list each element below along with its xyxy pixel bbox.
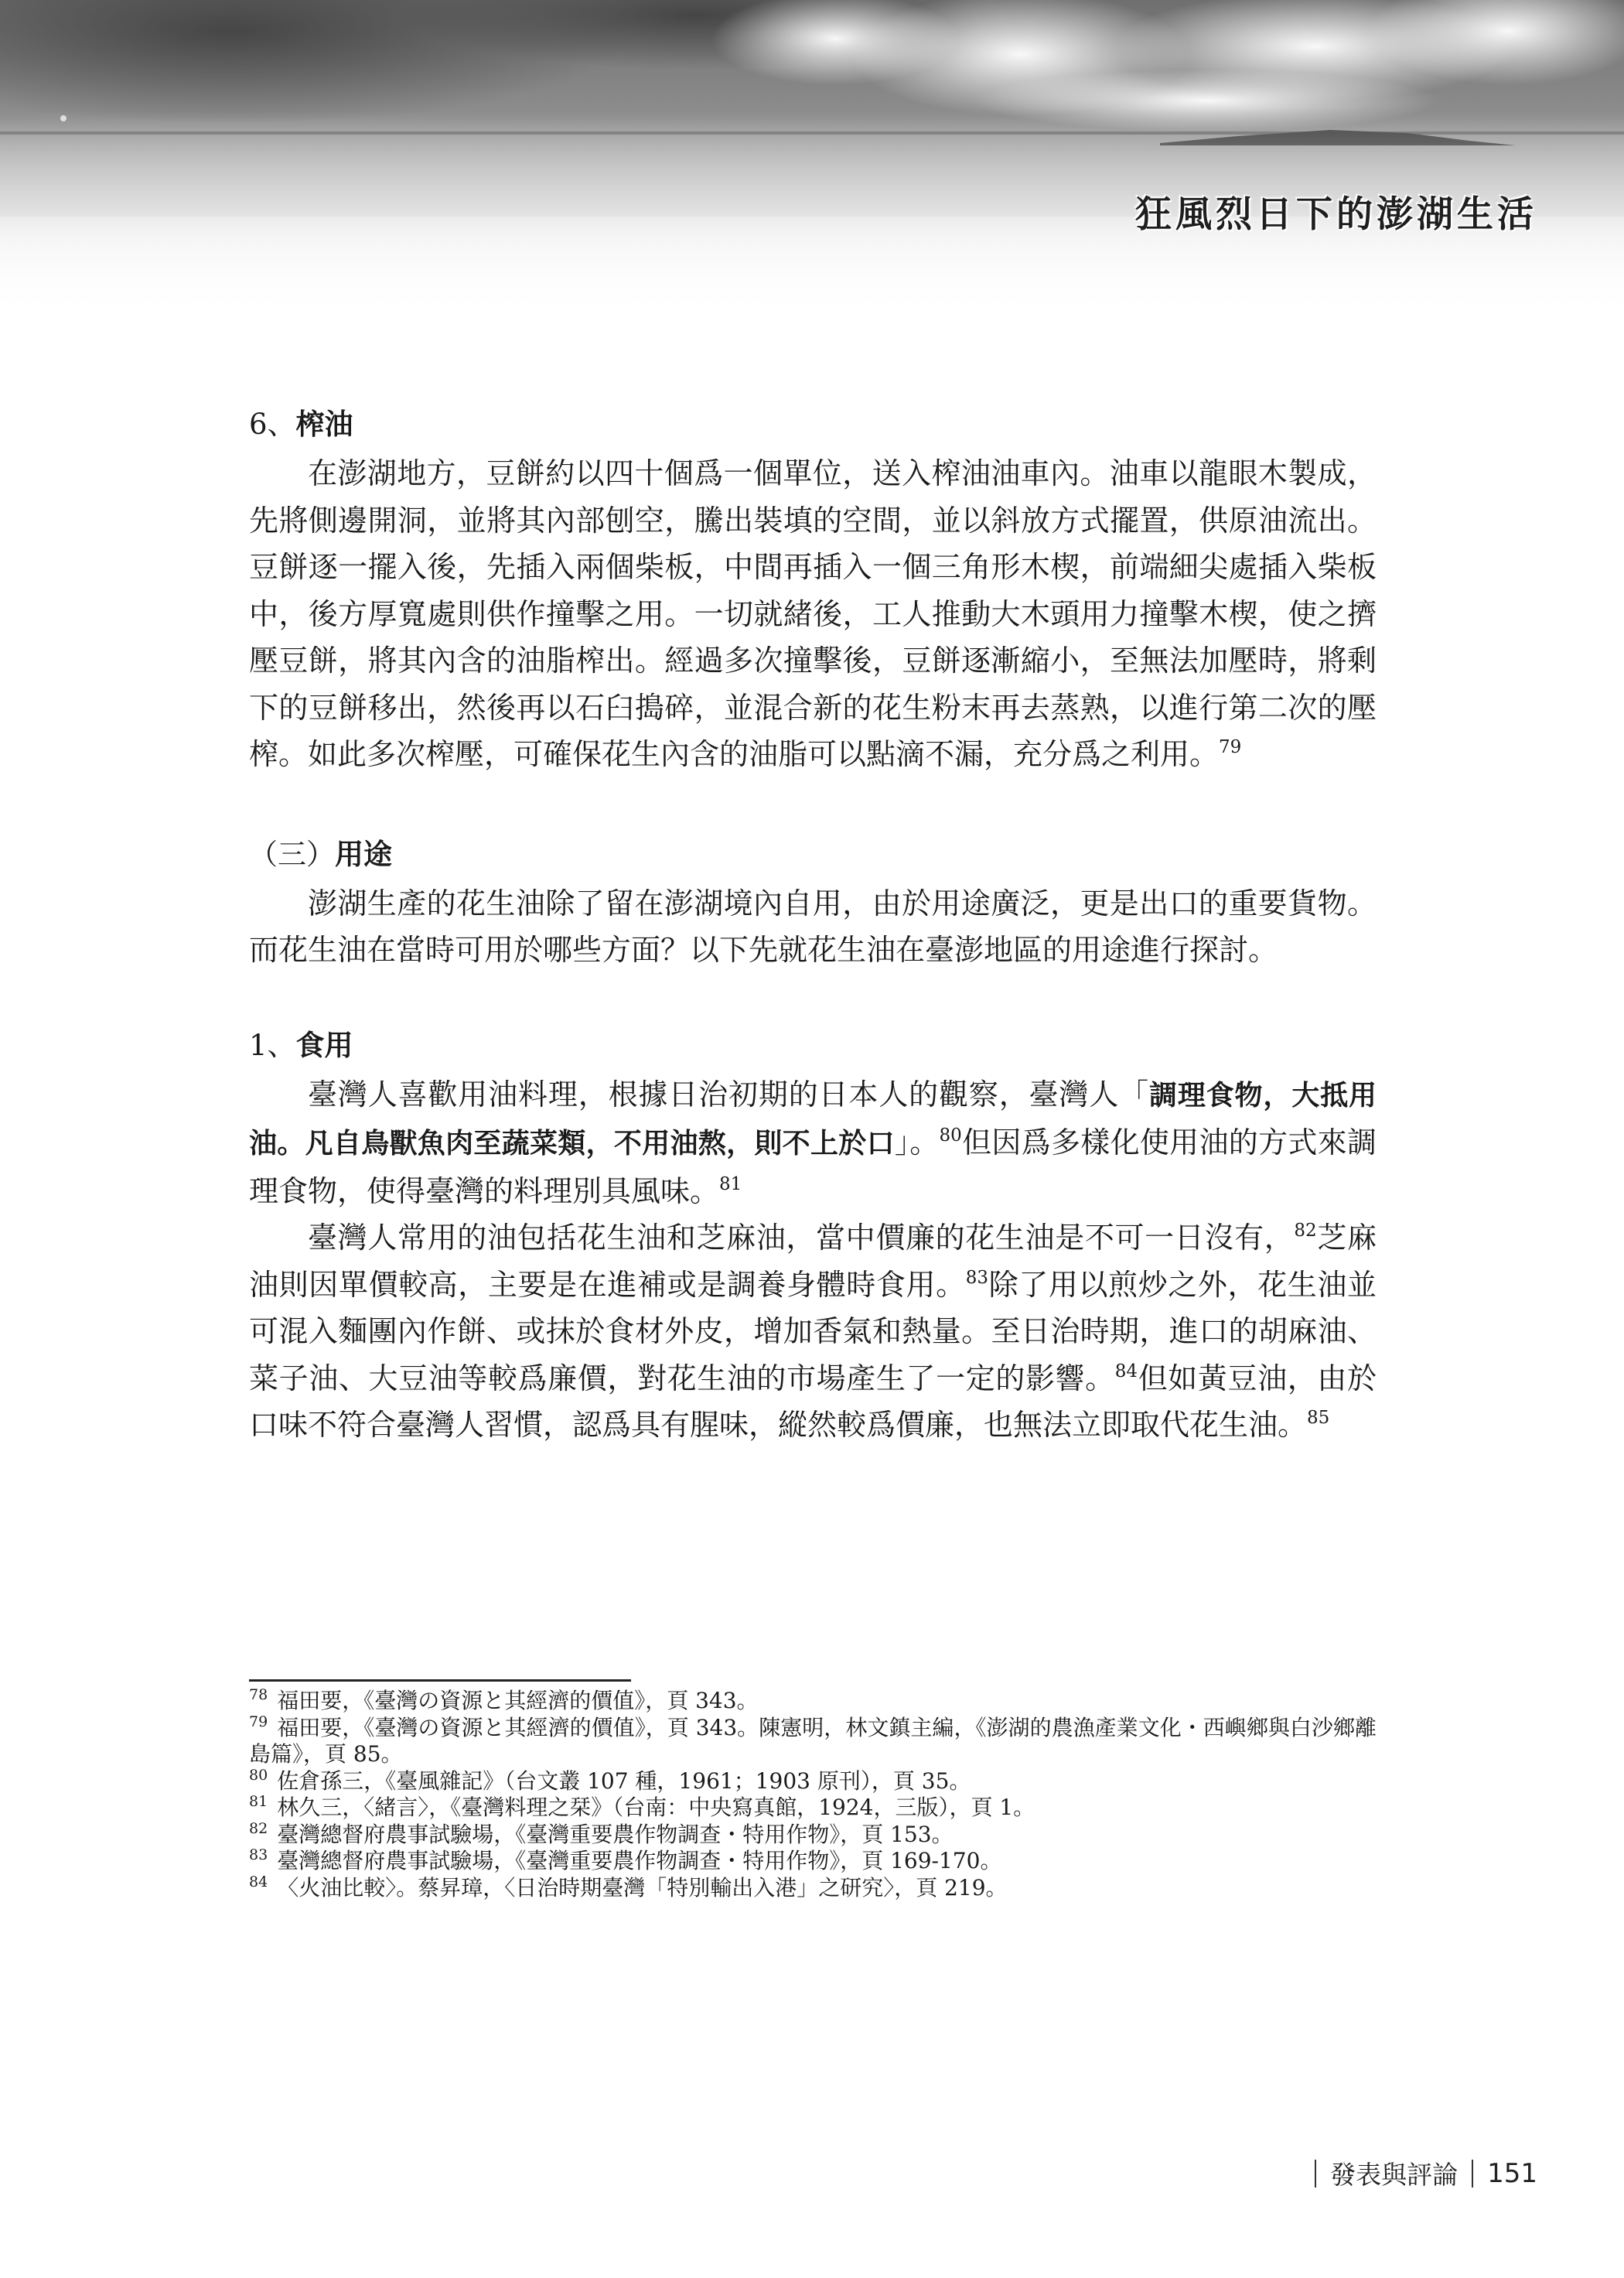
- footnote-item: $^{78}$ 福田要，《臺灣の資源と其經濟的價值》，頁 343。: [249, 1686, 759, 1713]
- footnote-divider: [249, 1679, 631, 1682]
- footnote-ref-84[interactable]: 84: [1114, 1361, 1138, 1381]
- paragraph-food-2: 臺灣人常用的油包括花生油和芝麻油，當中價廉的花生油是不可一日沒有，$^{82}$芝麻油則因單價較高，主要是在進補或是調養身體時食用。$^{83}$除了用以煎炒之外，花生油並可混入麵團內作餅、或抹於食材外皮，增加香氣和熱量。至日治時期，進口的胡麻油、菜子油、大豆油等較爲廉價，對花生油的市場產生了一定的影響。$^{84}$但如黃豆油，由於口味不符合臺灣人習慣，認爲具有腥味，縱然較爲價廉，也無法立即取代花生油。$^{85}$: [249, 1221, 1377, 1442]
- header-banner: [0, 0, 1624, 317]
- running-header-title: 狂風烈日下的澎湖生活: [1135, 193, 1537, 236]
- footnote-item: $^{82}$ 臺灣總督府農事試驗場，《臺灣重要農作物調查・特用作物》，頁 153。: [249, 1819, 954, 1847]
- footnote-item: $^{83}$ 臺灣總督府農事試驗場，《臺灣重要農作物調查・特用作物》，頁 169-170。: [249, 1846, 1002, 1873]
- footnote-item: $^{80}$ 佐倉孫三，《臺風雜記》（台文叢 107 種，1961；1903 原刊），頁 35。: [249, 1766, 971, 1794]
- coastal-photo-image: [0, 0, 1624, 317]
- footnote-ref-82[interactable]: 82: [1294, 1221, 1317, 1241]
- footer-divider: [1315, 2160, 1316, 2187]
- footnote-item: $^{84}$ 〈火油比較〉。蔡昇璋，〈日治時期臺灣「特別輸出入港」之研究〉，頁 219。: [249, 1873, 1008, 1901]
- main-content: [249, 401, 1377, 1449]
- footnotes: [249, 1688, 1377, 1901]
- page-footer: [1301, 2155, 1537, 2191]
- paragraph-oil-pressing: 在澎湖地方，豆餅約以四十個爲一個單位，送入榨油油車內。油車以龍眼木製成，先將側邊開洞，並將其內部刨空，騰出裝填的空間，並以斜放方式擺置，供原油流出。豆餅逐一擺入後，先插入兩個柴板，中間再插入一個三角形木楔，前端細尖處插入柴板中，後方厚寬處則供作撞擊之用。一切就緒後，工人推動大木頭用力撞擊木楔，使之擠壓豆餅，將其內含的油脂榨出。經過多次撞擊後，豆餅逐漸縮小，至無法加壓時，將剩下的豆餅移出，然後再以石臼搗碎，並混合新的花生粉末再去蒸熟，以進行第二次的壓榨。如此多次榨壓，可確保花生內含的油脂可以點滴不漏，充分爲之利用。$^{79}$: [249, 456, 1377, 771]
- footer-section-label: 發表與評論: [1330, 2160, 1459, 2190]
- page-number: 151: [1487, 2157, 1537, 2189]
- paragraph-uses: 澎湖生產的花生油除了留在澎湖境內自用，由於用途廣泛，更是出口的重要貨物。而花生油在當時可用於哪些方面？以下先就花生油在臺澎地區的用途進行探討。: [249, 886, 1377, 967]
- quoted-observation: 調理食物，大抵用油。凡自鳥獸魚肉至蔬菜類，不用油熬，則不上於口: [249, 1079, 1377, 1159]
- footnote-item: $^{79}$ 福田要，《臺灣の資源と其經濟的價值》，頁 343。陳憲明，林文鎮主編，《澎湖的農漁產業文化・西嶼鄉與白沙鄉離島篇》，頁 85。: [249, 1713, 1377, 1767]
- section-heading-uses: （三）用途: [249, 836, 392, 871]
- section-heading-oil-pressing: 6、榨油: [249, 407, 353, 441]
- footer-divider: [1472, 2160, 1473, 2187]
- footnote-ref-81[interactable]: 81: [719, 1173, 742, 1194]
- footnote-ref-83[interactable]: 83: [965, 1267, 988, 1288]
- section-heading-food-use: 1、食用: [249, 1027, 353, 1062]
- footnote-ref-85[interactable]: 85: [1307, 1408, 1330, 1428]
- footnote-item: $^{81}$ 林久三，〈緒言〉，《臺灣料理之栞》（台南：中央寫真館，1924，三版），頁 1。: [249, 1793, 1035, 1820]
- footnote-ref-79[interactable]: 79: [1219, 737, 1242, 757]
- footnote-ref-80[interactable]: 80: [939, 1125, 962, 1146]
- paragraph-food-1: 臺灣人喜歡用油料理，根據日治初期的日本人的觀察，臺灣人「調理食物，大抵用油。凡自鳥獸魚肉至蔬菜類，不用油熬，則不上於口」。$^{80}$但因爲多樣化使用油的方式來調理食物，使得臺灣的料理別具風味。$^{81}$: [249, 1077, 1377, 1208]
